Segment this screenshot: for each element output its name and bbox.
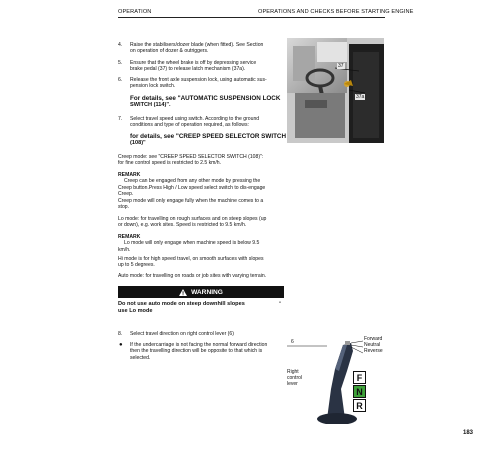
lo-mode-line: or down), e.g. work sites. Speed is restricted to 9.5 km/h. [118,222,247,229]
step-number: 7. [118,116,123,122]
caption-line: Right [287,369,299,375]
creep-mode-text [118,154,288,167]
bullet-line: selected. [130,354,151,361]
bullet-line: then the travelling direction will be opposite to that which is [130,348,263,355]
details-line: For details, see "AUTOMATIC SUSPENSION LOCK [130,95,281,102]
step-8-number: 8. [118,331,123,337]
bullet-text [130,342,292,361]
remark-line: Lo mode will only engage when machine speed is below 9.5 [124,240,260,247]
warning-text [118,301,245,315]
forward-f-icon: F [353,371,366,384]
warning-line: use Lo mode [118,308,153,314]
header-rule [118,17,385,18]
cab-figure [287,38,384,143]
remark-line: Creep. [118,191,134,198]
label-37: 37 [338,63,344,69]
step-text-line: Raise the stabilisers/dozer blade (when fitted). See Section [130,42,264,48]
hi-mode-line: up to 5 degrees. [118,262,155,269]
header-left: OPERATION [118,9,152,15]
step-text-line: brake pedal (37) to release latch mechanism (37a). [130,66,246,73]
auto-mode-text: Auto mode: for travelling on roads or job sites with varying terrain. [118,273,267,279]
details-creep [130,133,290,148]
cab-illustration [287,38,384,143]
bullet-line: If the undercarriage is not facing the normal forward direction [130,342,268,348]
direction-labels [364,336,383,355]
details-line: SWITCH (114)". [130,102,171,109]
lever-figure [287,336,387,424]
remark-line: stop. [118,204,130,211]
remark-lo [118,234,293,253]
page-number: 183 [463,430,474,436]
warning-dash: - [279,300,281,306]
remark-line: km/h. [118,246,131,253]
caption-line: control [287,375,303,381]
remark-title: REMARK [118,172,141,178]
neutral-n-icon: N [353,385,366,398]
step-text-line: pension lock switch. [130,83,176,90]
remark-line: Creep mode will only engage fully when the machine comes to a [118,197,264,204]
caption-line: lever [287,381,298,387]
lever-caption [287,369,302,387]
header-right: OPERATIONS AND CHECKS BEFORE STARTING ENGINE [258,9,414,15]
step-number: 5. [118,60,123,66]
remark-title: REMARK [118,234,141,240]
step-text-line: Release the front axle suspension lock, using automatic sus- [130,77,267,83]
details-line: (108)" [130,140,146,147]
step-8-text: Select travel direction on right control lever (6) [130,331,234,337]
details-suspension [130,95,290,110]
remark-line: Creep can be engaged from any other mode by pressing the [124,178,261,185]
creep-mode-line: Creep mode: see "CREEP SPEED SELECTOR SWITCH (108)": [118,154,264,160]
remark-line: Creep button.Press High / Low speed select switch to dis-engage [118,184,266,191]
direction-neutral: Neutral [364,342,381,349]
remark-creep [118,172,293,210]
details-line: for details, see "CREEP SPEED SELECTOR SWITCH [130,133,287,140]
lo-mode-line: Lo mode: for travelling on rough surfaces and on steep slopes (up [118,216,267,222]
direction-forward: Forward [364,336,383,342]
creep-mode-line: for fine control speed is restricted to 2.5 km/h. [118,160,222,167]
hi-mode-line: Hi mode is for high speed travel, on smooth surfaces with slopes [118,256,264,262]
step-number: 6. [118,77,123,83]
warning-triangle-icon [179,289,187,296]
label-37a: 37a [356,94,365,100]
warning-line: Do not use auto mode on steep downhill slopes [118,301,245,307]
step-text-line: Select travel speed using switch. According to the ground [130,116,260,122]
bullet-dot: ● [119,342,123,348]
lo-mode-text [118,216,293,229]
hi-mode-text [118,256,293,269]
label-6: 6 [291,339,294,345]
warning-title: WARNING [191,288,223,296]
step-text-line: conditions and type of operation required, as follows: [130,122,249,129]
warning-banner [118,286,284,298]
step-text-line: on operation of dozer & outriggers. [130,48,209,55]
direction-reverse: Reverse [364,348,383,355]
reverse-r-icon: R [353,399,366,412]
step-text-line: Ensure that the wheel brake is off by depressing service [130,60,257,66]
step-number: 4. [118,42,123,48]
